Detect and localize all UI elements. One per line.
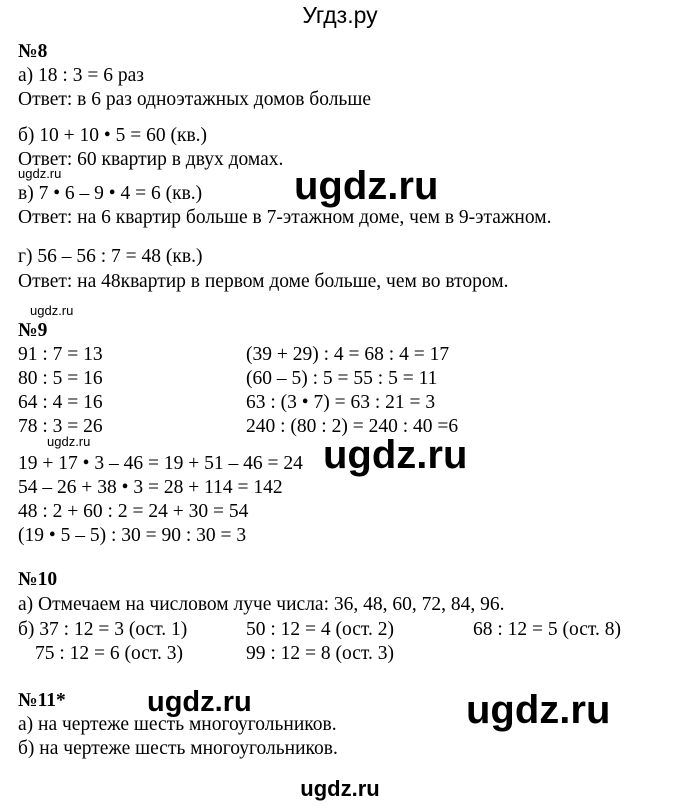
task9-left-4: 78 : 3 = 26: [18, 416, 103, 437]
watermark-small: ugdz.ru: [47, 434, 91, 449]
site-title: Угдз.ру: [302, 2, 378, 28]
task9-right-4: 240 : (80 : 2) = 240 : 40 =6: [246, 416, 459, 437]
task10-line-a: а) Отмечаем на числовом луче числа: 36, 48, 60, 72, 84, 96.: [18, 594, 505, 615]
task9-full-2: 54 – 26 + 38 • 3 = 28 + 114 = 142: [18, 477, 283, 498]
task9-heading: №9: [18, 320, 48, 341]
watermark-big: ugdz.ru: [323, 433, 468, 477]
task9-right-3: 63 : (3 • 7) = 63 : 21 = 3: [246, 392, 436, 413]
task11-line-a: а) на чертеже шесть многоугольников.: [18, 714, 337, 735]
task9-full-3: 48 : 2 + 60 : 2 = 24 + 30 = 54: [18, 501, 249, 522]
task8-answer-v: Ответ: на 6 квартир больше в 7-этажном доме, чем в 9-этажном.: [18, 207, 552, 228]
task9-full-1: 19 + 17 • 3 – 46 = 19 + 51 – 46 = 24: [18, 453, 303, 474]
task9-right-1: (39 + 29) : 4 = 68 : 4 = 17: [246, 344, 450, 365]
task8-answer-b: Ответ: 60 квартир в двух домах.: [18, 149, 284, 170]
watermark-big: ugdz.ru: [466, 688, 611, 732]
watermark-small: ugdz.ru: [18, 166, 62, 181]
watermark-big: ugdz.ru: [294, 164, 439, 208]
task8-heading: №8: [18, 41, 48, 62]
task10-b-5: 99 : 12 = 8 (ост. 3): [246, 643, 394, 664]
task10-heading: №10: [18, 569, 58, 590]
task8-line-a: а) 18 : 3 = 6 раз: [18, 65, 144, 86]
task10-b-4: 75 : 12 = 6 (ост. 3): [35, 643, 183, 664]
task9-left-1: 91 : 7 = 13: [18, 344, 103, 365]
watermark-small: ugdz.ru: [30, 303, 74, 318]
task10-b-2: 50 : 12 = 4 (ост. 2): [246, 619, 394, 640]
task8-answer-g: Ответ: на 48квартир в первом доме больше, чем во втором.: [18, 271, 509, 292]
task8-line-v: в) 7 • 6 – 9 • 4 = 6 (кв.): [18, 183, 203, 204]
task11-heading: №11*: [18, 690, 66, 711]
task9-right-2: (60 – 5) : 5 = 55 : 5 = 11: [246, 368, 438, 389]
task8-line-g: г) 56 – 56 : 7 = 48 (кв.): [18, 246, 203, 267]
task9-full-4: (19 • 5 – 5) : 30 = 90 : 30 = 3: [18, 525, 247, 546]
task8-answer-a: Ответ: в 6 раз одноэтажных домов больше: [18, 89, 371, 110]
watermark-footer: ugdz.ru: [300, 776, 380, 801]
watermark-mid: ugdz.ru: [147, 686, 252, 718]
task10-b-3: 68 : 12 = 5 (ост. 8): [473, 619, 621, 640]
task10-b-1: б) 37 : 12 = 3 (ост. 1): [18, 619, 188, 640]
task11-line-b: б) на чертеже шесть многоугольников.: [18, 738, 338, 759]
task8-line-b: б) 10 + 10 • 5 = 60 (кв.): [18, 125, 208, 146]
task9-left-2: 80 : 5 = 16: [18, 368, 103, 389]
task9-left-3: 64 : 4 = 16: [18, 392, 103, 413]
